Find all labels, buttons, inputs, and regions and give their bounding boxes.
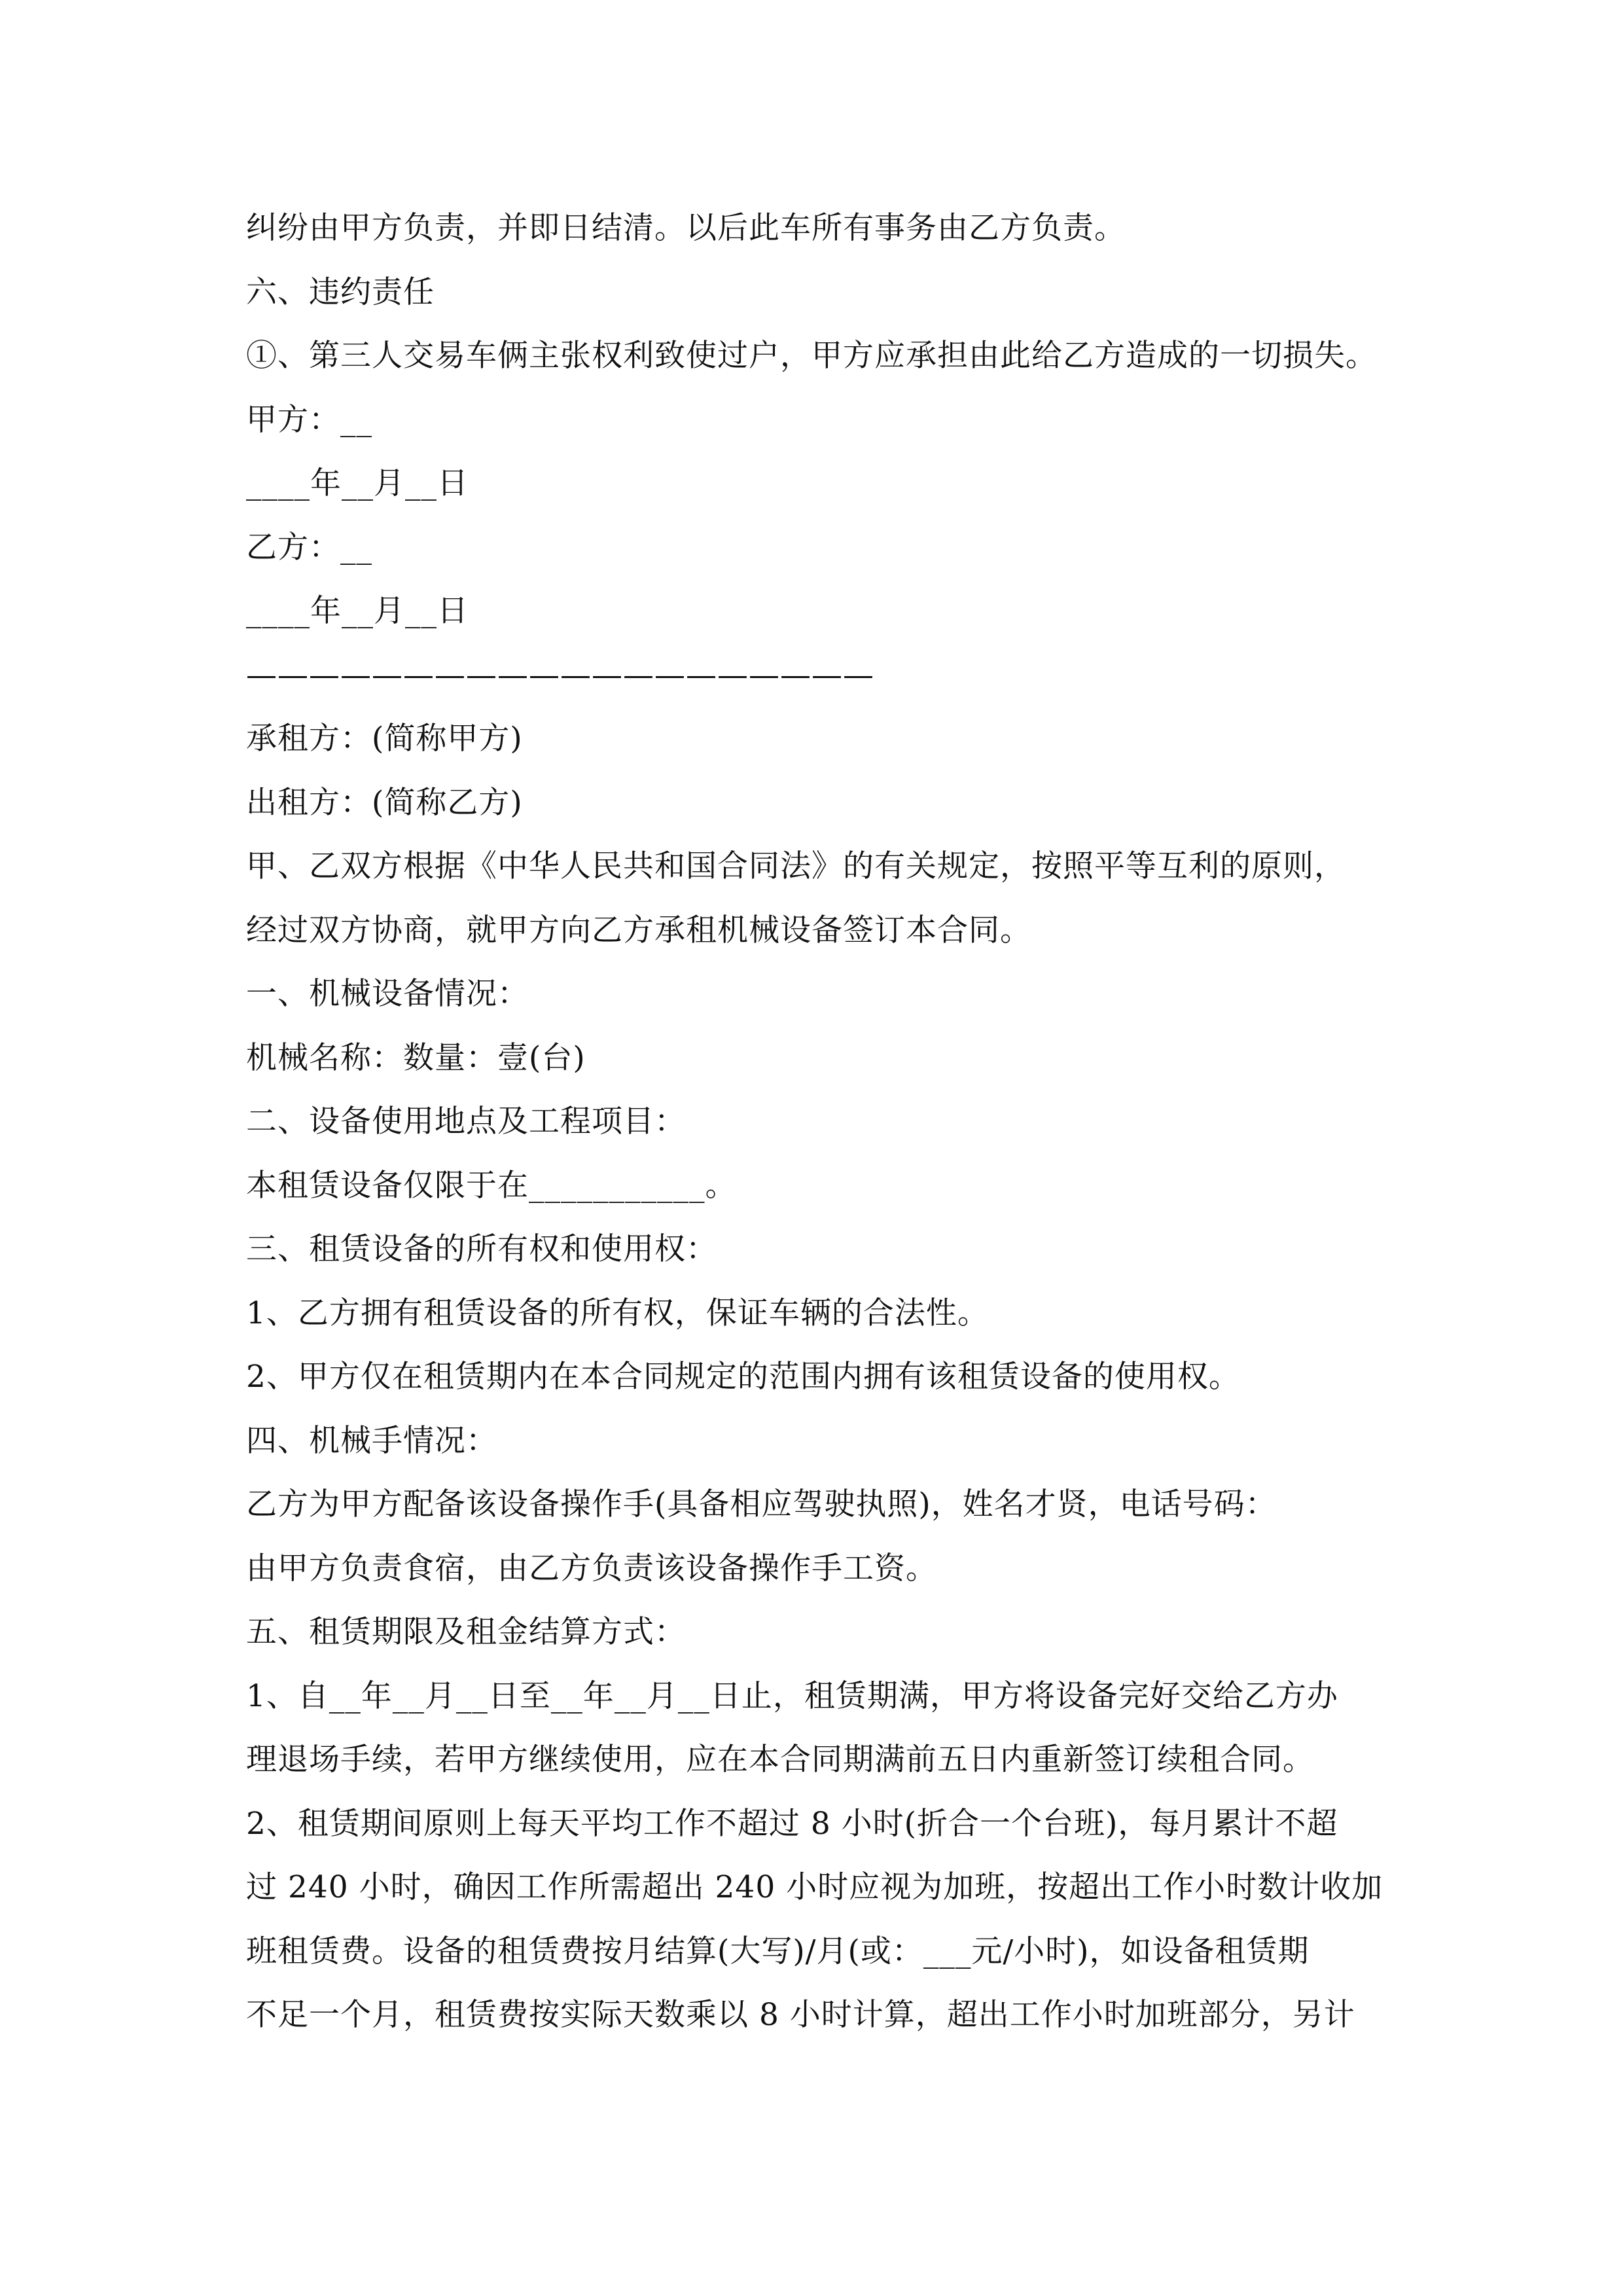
text-line: 过 240 小时，确因工作所需超出 240 小时应视为加班，按超出工作小时数计收加 (246, 1869, 1383, 1905)
text-line: 由甲方负责食宿，由乙方负责该设备操作手工资。 (246, 1550, 937, 1587)
section-heading: 一、机械设备情况： (246, 976, 529, 1012)
text-line: 乙方为甲方配备该设备操作手(具备相应驾驶执照)，姓名才贤，电话号码： (246, 1486, 1277, 1522)
lessee-line: 承租方：(简称甲方) (246, 721, 523, 757)
text-line: 机械名称：数量：壹(台) (246, 1039, 586, 1076)
text-line: 班租赁费。设备的租赁费按月结算(大写)/月(或：___元/小时)，如设备租赁期 (246, 1933, 1310, 1969)
party-a-date-field: ____年__月__日 (246, 465, 469, 501)
text-line: 2、租赁期间原则上每天平均工作不超过 8 小时(折合一个台班)，每月累计不超 (246, 1805, 1338, 1842)
text-line: 纠纷由甲方负责，并即日结清。以后此车所有事务由乙方负责。 (246, 210, 1126, 246)
text-line: 不足一个月，租赁费按实际天数乘以 8 小时计算，超出工作小时加班部分，另计 (246, 1997, 1355, 2033)
text-line: 1、乙方拥有租赁设备的所有权，保证车辆的合法性。 (246, 1295, 989, 1331)
section-heading: 五、租赁期限及租金结算方式： (246, 1614, 686, 1650)
text-line: 1、自__年__月__日至__年__月__日止，租赁期满，甲方将设备完好交给乙方办 (246, 1677, 1338, 1714)
section-heading: 四、机械手情况： (246, 1422, 497, 1459)
party-a-signature-field: 甲方：__ (246, 401, 372, 438)
text-line: 理退场手续，若甲方继续使用，应在本合同期满前五日内重新签订续租合同。 (246, 1742, 1314, 1778)
section-heading: 六、违约责任 (246, 274, 435, 310)
section-heading: 二、设备使用地点及工程项目： (246, 1103, 686, 1139)
document-body (246, 196, 1398, 2047)
text-line: 经过双方协商，就甲方向乙方承租机械设备签订本合同。 (246, 912, 1031, 948)
section-heading: 三、租赁设备的所有权和使用权： (246, 1231, 717, 1267)
text-line: 本租赁设备仅限于在___________。 (246, 1167, 737, 1204)
text-line: 甲、乙双方根据《中华人民共和国合同法》的有关规定，按照平等互利的原则， (246, 848, 1346, 884)
party-b-date-field: ____年__月__日 (246, 593, 469, 629)
lessor-line: 出租方：(简称乙方) (246, 784, 523, 821)
text-line: ①、第三人交易车俩主张权利致使过户，甲方应承担由此给乙方造成的一切损失。 (246, 338, 1377, 374)
party-b-signature-field: 乙方：__ (246, 529, 372, 565)
text-line: 2、甲方仅在租赁期内在本合同规定的范围内拥有该租赁设备的使用权。 (246, 1359, 1240, 1395)
separator-line: ———————————————————— (246, 656, 874, 693)
